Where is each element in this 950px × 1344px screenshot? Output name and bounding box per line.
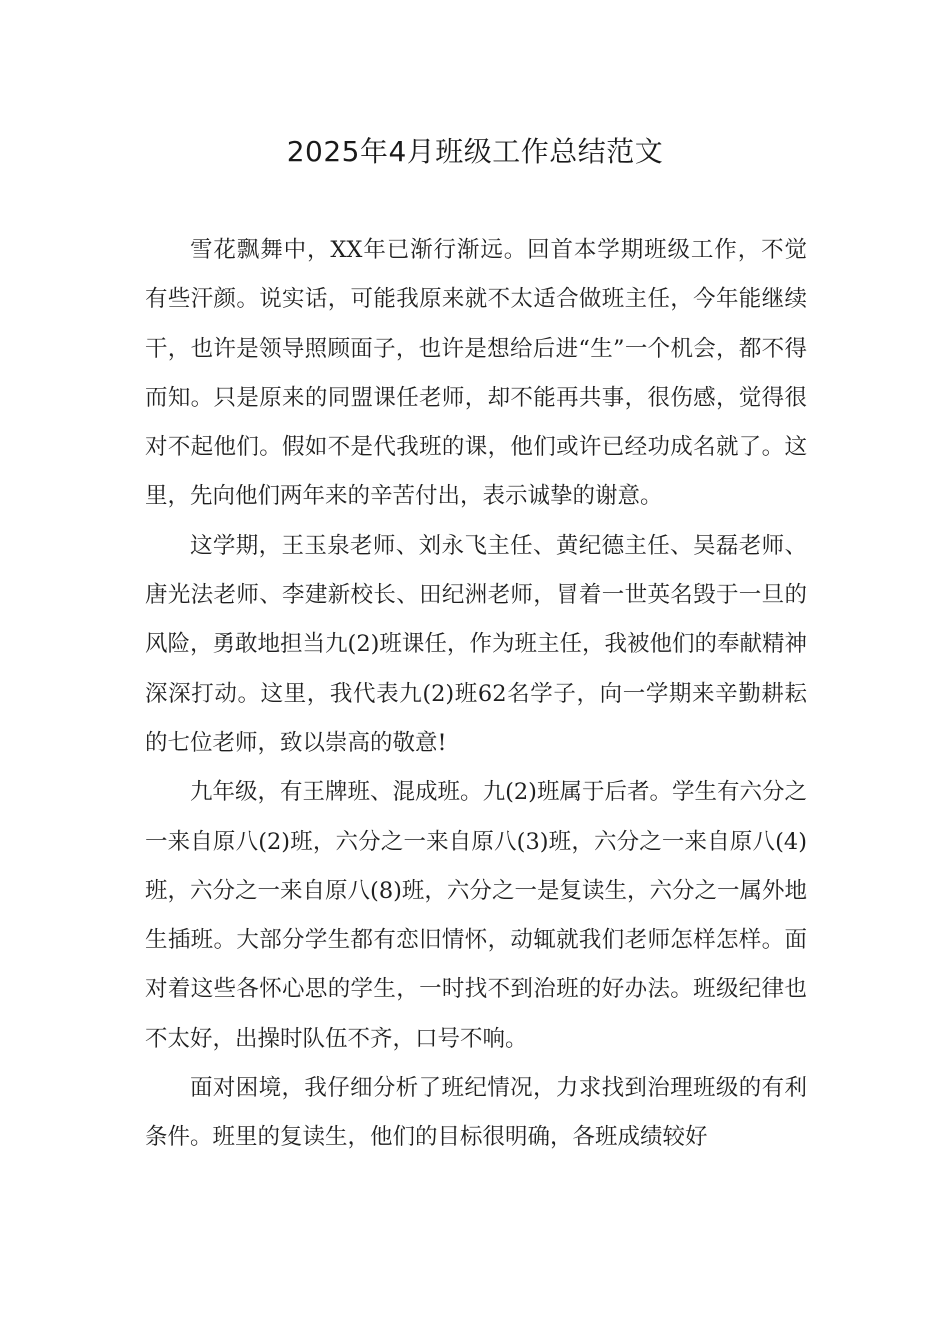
- document-title: 2025年4月班级工作总结范文: [286, 135, 664, 168]
- paragraph-2: 这学期，王玉泉老师、刘永飞主任、黄纪德主任、吴磊老师、唐光法老师、李建新校长、田纪洲老师，冒着一世英名毁于一旦的风险，勇敢地担当九(2)班课任，作为班主任，我被他们的奉献精神深深打动。这里，我代表九(2)班62名学子，向一学期来辛勤耕耘的七位老师，致以崇高的敬意!: [145, 532, 807, 756]
- paragraph-4: 面对困境，我仔细分析了班纪情况，力求找到治理班级的有利条件。班里的复读生，他们的目标很明确，各班成绩较好: [145, 1075, 807, 1151]
- paragraph-1: 雪花飘舞中，XX年已渐行渐远。回首本学期班级工作，不觉有些汗颜。说实话，可能我原来就不太适合做班主任，今年能继续干，也许是领导照顾面子，也许是想给后进“生”一个机会，都不得而知。只是原来的同盟课任老师，却不能再共事，很伤感，觉得很对不起他们。假如不是代我班的课，他们或许已经功成名就了。这里，先向他们两年来的辛苦付出，表示诚挚的谢意。: [145, 237, 807, 510]
- document-body: [145, 226, 807, 1163]
- paragraph-3: 九年级，有王牌班、混成班。九(2)班属于后者。学生有六分之一来自原八(2)班，六分之一来自原八(3)班，六分之一来自原八(4)班，六分之一来自原八(8)班，六分之一是复读生，六分之一属外地生插班。大部分学生都有恋旧情怀，动辄就我们老师怎样怎样。面对着这些各怀心思的学生，一时找不到治班的好办法。班级纪律也不太好，出操时队伍不齐，口号不响。: [145, 779, 807, 1052]
